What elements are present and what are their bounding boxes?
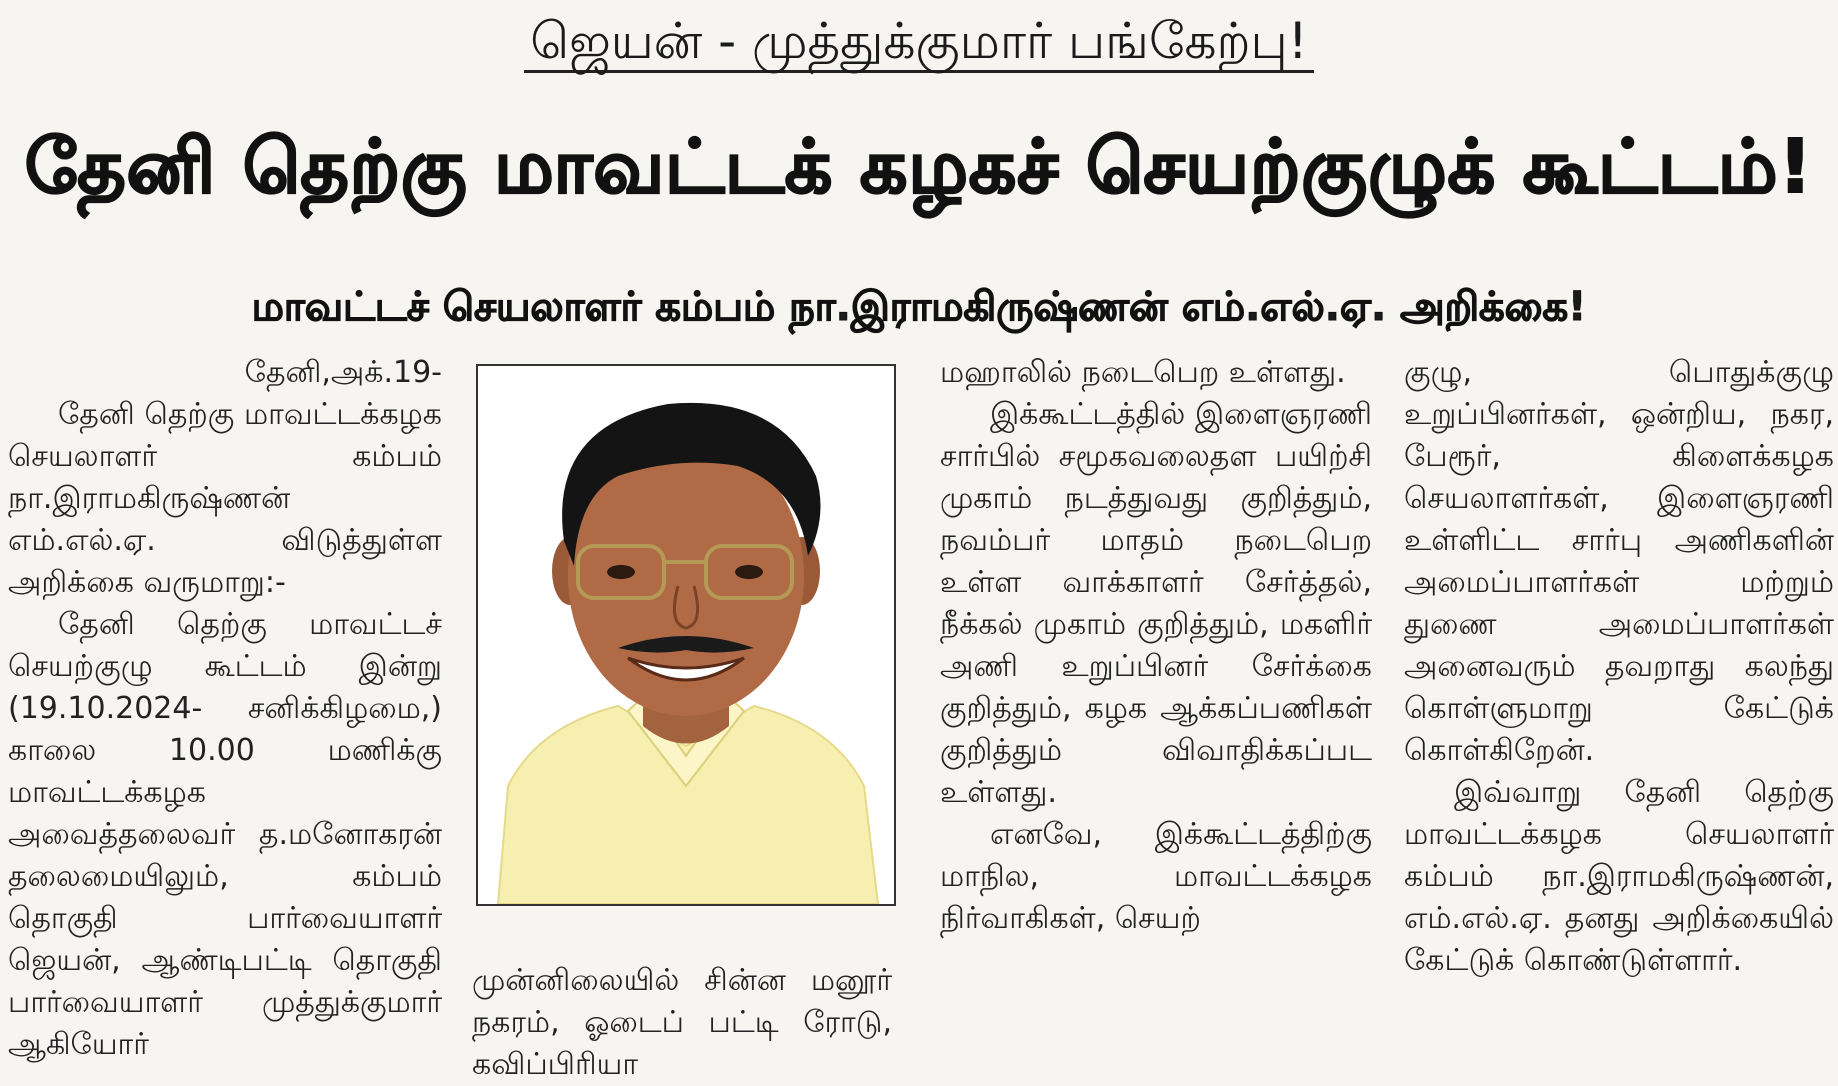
sub-headline: மாவட்டச் செயலாளர் கம்பம் நா.இராமகிருஷ்ணன் எம்.எல்.ஏ. அறிக்கை!	[251, 284, 1587, 330]
portrait-photo	[476, 364, 896, 906]
kicker-headline	[0, 6, 1838, 76]
main-headline: தேனி தெற்கு மாவட்டக் கழகச் செயற்குழுக் கூட்டம்!	[24, 124, 1814, 210]
article-column-3	[940, 352, 1372, 940]
article-column-4	[1404, 352, 1834, 982]
paragraph: இக்கூட்டத்தில் இளைஞரணி சார்பில் சமூகவலைதள பயிற்சி முகாம் நடத்துவது குறித்தும், நவம்பர் மாதம் நடைபெற உள்ள வாக்காளர் சேர்த்தல், நீக்கல் முகாம் குறித்தும், மகளிர் அணி உறுப்பினர் சேர்க்கை குறித்தும், கழக ஆக்கப்பணிகள் குறித்தும் விவாதிக்கப்பட உள்ளது.	[940, 397, 1372, 810]
kicker-text: ஜெயன் - முத்துக்குமார் பங்கேற்பு!	[524, 12, 1314, 73]
article-column-2	[472, 960, 892, 1086]
paragraph: தேனி தெற்கு மாவட்டச் செயற்குழு கூட்டம் இன்று (19.10.2024- சனிக்கிழமை,) காலை 10.00 மணிக்கு மாவட்டக்கழக அவைத்தலைவர் த.மனோகரன் தலைமையிலும், கம்பம் தொகுதி பார்வையாளர் ஜெயன், ஆண்டிபட்டி தொகுதி பார்வையாளர் முத்துக்குமார் ஆகியோர்	[8, 607, 442, 1062]
paragraph: முன்னிலையில் சின்ன மனூர் நகரம், ஓடைப் பட்டி ரோடு, கவிப்பிரியா	[472, 963, 892, 1082]
paragraph: எனவே, இக்கூட்டத்திற்கு மாநில, மாவட்டக்கழக நிர்வாகிகள், செயற்	[940, 817, 1372, 936]
dateline: தேனி,அக்.19-	[244, 355, 442, 390]
article-column-1	[8, 352, 442, 1066]
paragraph: மஹாலில் நடைபெற உள்ளது.	[940, 355, 1346, 390]
paragraph: தேனி தெற்கு மாவட்டக்கழக செயலாளர் கம்பம் நா.இராமகிருஷ்ணன் எம்.எல்.ஏ. விடுத்துள்ள அறிக்கை வருமாறு:-	[8, 397, 442, 600]
portrait-illustration	[478, 366, 894, 904]
paragraph: குழு, பொதுக்குழு உறுப்பினர்கள், ஒன்றிய, நகர, பேரூர், கிளைக்கழக செயலாளர்கள், இளைஞரணி உள்ளிட்ட சார்பு அணிகளின் அமைப்பாளர்கள் மற்றும் துணை அமைப்பாளர்கள் அனைவரும் தவறாது கலந்து கொள்ளுமாறு கேட்டுக் கொள்கிறேன்.	[1404, 355, 1834, 768]
paragraph: இவ்வாறு தேனி தெற்கு மாவட்டக்கழக செயலாளர் கம்பம் நா.இராமகிருஷ்ணன், எம்.எல்.ஏ. தனது அறிக்கையில் கேட்டுக் கொண்டுள்ளார்.	[1404, 775, 1834, 978]
